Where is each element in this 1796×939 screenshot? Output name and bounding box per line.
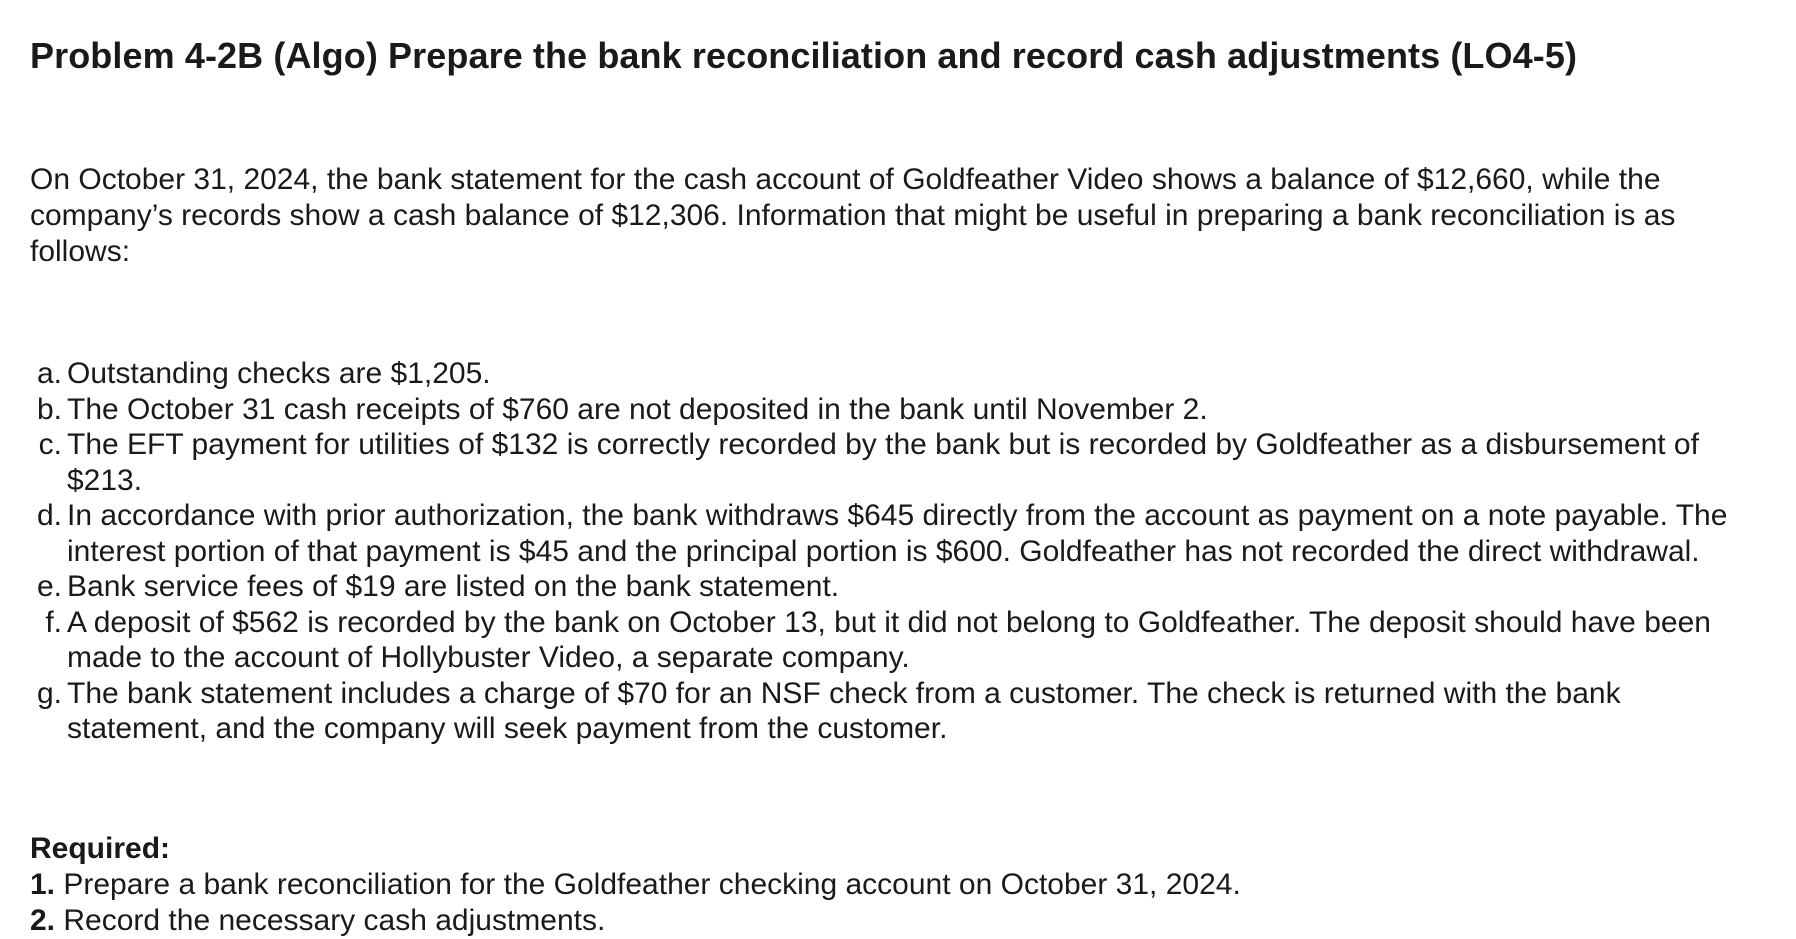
item-text: In accordance with prior authorization, the bank withdraws $645 directly from the account as payment on a note payable. The interest portion of that payment is $45 and the principal portion is $600. Goldfeather has not recorded the direct withdrawal. bbox=[67, 499, 1728, 568]
item-text: The October 31 cash receipts of $760 are not deposited in the bank until November 2. bbox=[67, 392, 1208, 426]
item-text: Outstanding checks are $1,205. bbox=[67, 357, 491, 390]
info-list bbox=[30, 356, 1766, 747]
list-item-d bbox=[30, 498, 1730, 569]
task-number: 2. bbox=[30, 903, 56, 937]
item-letter: g. bbox=[36, 676, 62, 710]
item-letter: d. bbox=[36, 499, 62, 532]
list-item-f bbox=[30, 605, 1730, 676]
list-item-c bbox=[30, 427, 1730, 498]
item-letter: a. bbox=[36, 357, 62, 390]
item-letter: f. bbox=[45, 605, 62, 639]
item-text: The bank statement includes a charge of $70 for an NSF check from a customer. The check is returned with the bank statement, and the company will seek payment from the customer. bbox=[67, 676, 1621, 745]
problem-intro: On October 31, 2024, the bank statement for the cash account of Goldfeather Video shows a balance of $12,660, while the company’s records show a cash balance of $12,306. Information that might be useful in preparing a bank reconciliation is as follows: bbox=[30, 163, 1676, 268]
list-item-a bbox=[30, 356, 1730, 392]
item-text: Bank service fees of $19 are listed on the bank statement. bbox=[67, 570, 840, 603]
required-task-1 bbox=[30, 867, 1766, 903]
list-item-g bbox=[30, 676, 1730, 747]
item-letter: c. bbox=[38, 428, 62, 461]
item-text: The EFT payment for utilities of $132 is correctly recorded by the bank but is recorded by Goldfeather as a disbursement of $213. bbox=[67, 428, 1699, 497]
item-letter: e. bbox=[36, 570, 62, 603]
task-text: Record the necessary cash adjustments. bbox=[63, 903, 606, 937]
problem-title: Problem 4-2B (Algo) Prepare the bank reconciliation and record cash adjustments (LO4-5) bbox=[30, 35, 1578, 76]
task-number: 1. bbox=[30, 867, 56, 901]
task-text: Prepare a bank reconciliation for the Goldfeather checking account on October 31, 2024. bbox=[63, 867, 1241, 901]
list-item-e bbox=[30, 569, 1730, 605]
item-text: A deposit of $562 is recorded by the bank on October 13, but it did not belong to Goldfeather. The deposit should have been made to the account of Hollybuster Video, a separate company. bbox=[67, 605, 1711, 674]
item-letter: b. bbox=[36, 392, 62, 426]
required-section bbox=[30, 831, 1766, 939]
required-task-2 bbox=[30, 903, 1766, 939]
required-heading: Required: bbox=[30, 831, 171, 865]
list-item-b bbox=[30, 392, 1730, 428]
